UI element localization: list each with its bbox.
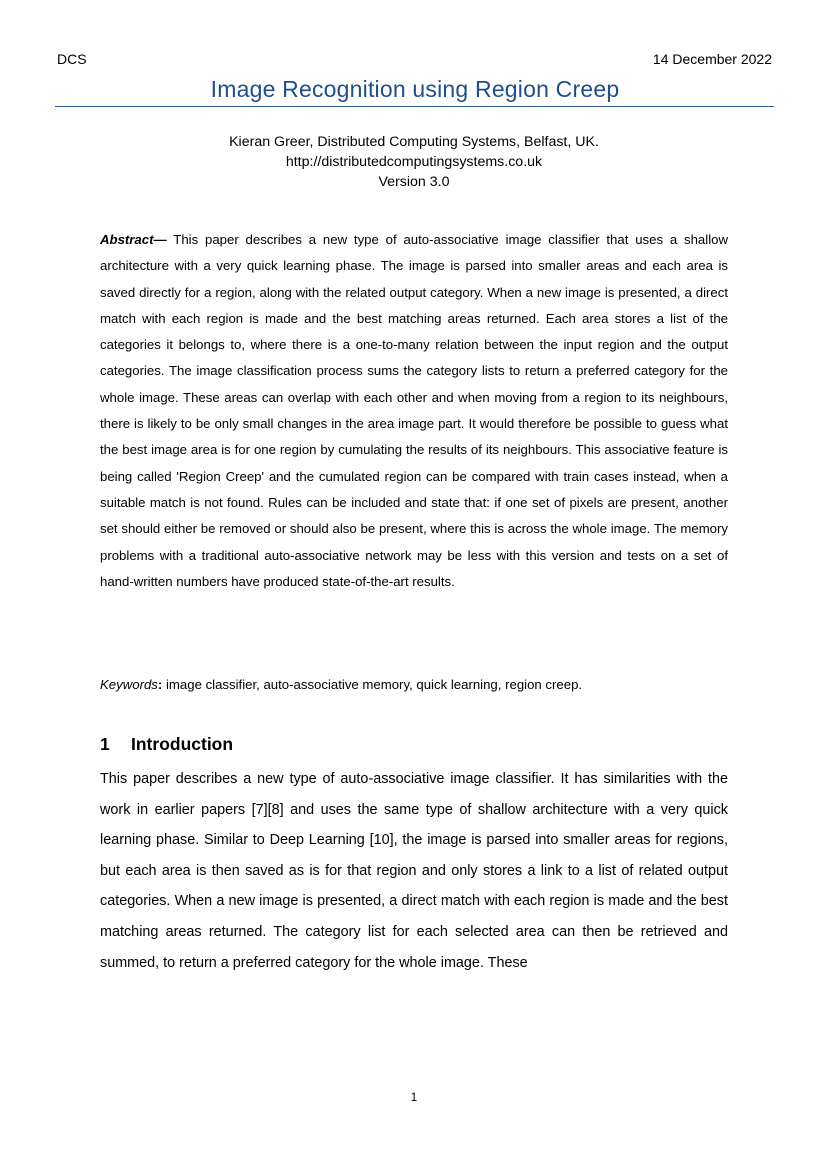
- paper-title: Image Recognition using Region Creep: [210, 76, 620, 102]
- author-url: http://distributedcomputingsystems.co.uk: [285, 154, 543, 170]
- author-block: [100, 132, 728, 192]
- section-heading-introduction: [100, 734, 233, 755]
- running-header-date: 14 December 2022: [652, 51, 772, 67]
- section-title: Introduction: [131, 734, 234, 754]
- keywords-text: image classifier, auto-associative memory, quick learning, region creep.: [165, 677, 583, 692]
- author-affiliation: Kieran Greer, Distributed Computing Systems, Belfast, UK.: [229, 134, 599, 150]
- introduction-paragraph: This paper describes a new type of auto-associative image classifier. It has similarities with the work in earlier papers [7][8] and uses the same type of shallow architecture with a very quick learning phase. Similar to Deep Learning [10], the image is parsed into smaller areas for regions, but each area is then saved as is for that region and only stores a link to a list of related output categories. When a new image is presented, a direct match with each region is made and the best matching areas returned. The category list for each selected area can then be retrieved and summed, to return a preferred category for the whole image. These: [100, 771, 728, 971]
- page-number: 1: [410, 1092, 418, 1104]
- title-underline-rule: [55, 106, 774, 107]
- running-header-left: DCS: [57, 51, 87, 67]
- abstract-label: Abstract—: [100, 232, 167, 247]
- keywords: [100, 675, 728, 695]
- keywords-label: Keywords: [100, 677, 158, 692]
- abstract-text: This paper describes a new type of auto-associative image classifier that uses a shallow architecture with a very quick learning phase. The image is parsed into smaller areas and each area is saved directly for a region, along with the related output category. When a new image is presented, a direct match with each region is made and the best matching areas returned. Each area stores a list of the categories it belongs to, where there is a one-to-many relation between the input region and the output categories. The image classification process sums the category lists to return a preferred category for the whole image. These areas can overlap with each other and when moving from a region to its neighbours, there is likely to be only small changes in the area image part. It would therefore be possible to guess what the best image area is for one region by cumulating the results of its neighbours. This associative feature is being called 'Region Creep' and the cumulated region can be compared with train cases instead, when a suitable match is not found. Rules can be included and state that: if one set of pixels are present, another set should either be removed or should also be present, where this is across the whole image. The memory problems with a traditional auto-associative network may be less with this version and tests on a set of hand-written numbers have produced state-of-the-art results.: [100, 232, 728, 589]
- section-number: 1: [100, 734, 110, 754]
- keywords-colon: :: [157, 677, 163, 692]
- abstract: [100, 227, 728, 595]
- paper-version: Version 3.0: [378, 174, 450, 190]
